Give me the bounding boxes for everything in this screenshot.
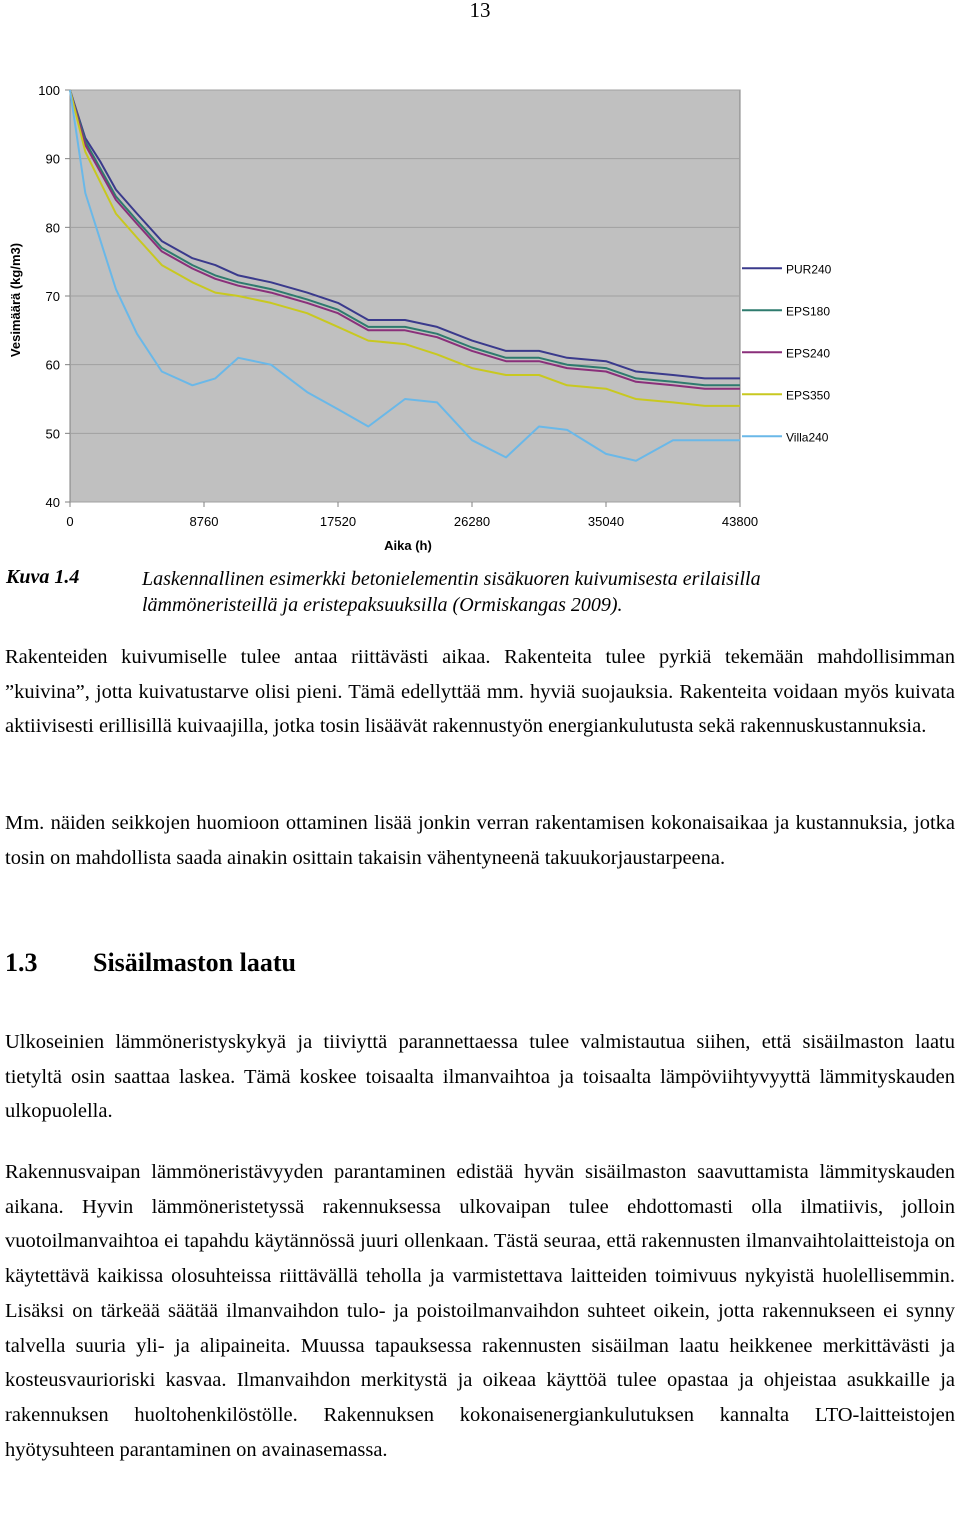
y-tick-label: 70	[45, 289, 60, 304]
y-tick-label: 50	[45, 426, 60, 442]
section-number: 1.3	[5, 948, 38, 977]
legend-label-eps240: EPS240	[786, 346, 831, 361]
y-axis-title: Vesimäärä (kg/m3)	[8, 242, 23, 358]
x-tick-label: 26280	[453, 514, 491, 529]
x-tick-label: 43800	[721, 514, 759, 529]
y-tick-label: 80	[45, 220, 60, 236]
legend-label-pur240: PUR240	[786, 262, 832, 277]
figure-label: Kuva 1.4	[6, 566, 80, 588]
y-tick-label: 90	[45, 151, 60, 167]
section-title: Sisäilmaston laatu	[93, 948, 296, 977]
legend-label-villa240: Villa240	[786, 430, 829, 445]
legend-label-eps350: EPS350	[786, 388, 831, 403]
y-tick-label: 100	[38, 83, 60, 98]
x-tick-label: 35040	[587, 514, 625, 529]
figure-caption-line-1: Laskennallinen esimerkki betonielementin sisäkuoren kuivumisesta erilaisilla	[142, 568, 761, 590]
x-axis-title: Aika (h)	[384, 538, 432, 553]
page-number: 13	[469, 0, 491, 22]
y-tick-label: 40	[45, 495, 60, 510]
paragraph-building-envelope: Rakennusvaipan lämmöneristävyyden parantaminen edistää hyvän sisäilmaston saavuttamista lämmityskauden aikana. Hyvin lämmöneristetyssä rakennuksessa ulkovaipan tulee ehdottomasti olla ilmatiivis, jolloin vuotoilmanvaihtoa ei tapahdu käytännössä juuri ollenkaan. Tästä seuraa, että rakennusten ilmanvaihtolaitteistoja on käytettävä kaikissa olosuhteissa riittävällä teholla ja varmistettava laitteiden toimivuus nykyistä huolellisemmin. Lisäksi on tärkeää säätää ilmanvaihdon tulo- ja poistoilmanvaihdon suhteet oikein, jotta rakennukseen ei synny talvella suuria yli- ja alipaineita. Muussa tapauksessa rakennusten sisäilman laatu heikkenee merkittävästi ja kosteusvaurioriski kasvaa. Ilmanvaihdon merkitystä ja oikeaa käyttöä tulee opastaa ja ohjeistaa asukkaille ja rakennuksen huoltohenkilöstölle. Rakennuksen kokonaisenergiankulutuksen kannalta LTO-laitteistojen hyötysuhteen parantaminen on avainasemassa.	[5, 1161, 955, 1461]
x-tick-label: 17520	[319, 514, 357, 529]
drying-chart	[0, 60, 960, 560]
paragraph-drying-time: Rakenteiden kuivumiselle tulee antaa riittävästi aikaa. Rakenteita tulee pyrkiä tekemään mahdollisimman ”kuivina”, jotta kuivatustarve olisi pieni. Tämä edellyttää mm. hyviä suojauksia. Rakenteita voidaan myös kuivata aktiivisesti erillisillä kuivaajilla, jotka tosin lisäävät rakennustyön energiankulutusta sekä rakennuskustannuksia.	[5, 646, 955, 738]
legend-label-eps180: EPS180	[786, 304, 831, 319]
y-tick-label: 60	[45, 357, 60, 373]
figure-caption-line-2: lämmöneristeillä ja eristepaksuuksilla (Ormiskangas 2009).	[142, 594, 623, 616]
figure-caption	[142, 566, 902, 618]
paragraph-indoor-air: Ulkoseinien lämmöneristyskykyä ja tiiviyttä parannettaessa tulee valmistautua siihen, että sisäilmaston laatu tietyltä osin saattaa laskea. Tämä koskee toisaalta ilmanvaihtoa ja toisaalta lämpöviihtyvyyttä lämmityskauden ulkopuolella.	[5, 1031, 955, 1123]
paragraph-costs: Mm. näiden seikkojen huomioon ottaminen lisää jonkin verran rakentamisen kokonaisaikaa ja kustannuksia, jotka tosin on mahdollista saada ainakin osittain takaisin vähentyneenä takuukorjaustarpeena.	[5, 812, 955, 869]
x-tick-label: 0	[66, 514, 74, 529]
x-tick-label: 8760	[189, 514, 219, 529]
section-heading	[5, 948, 296, 978]
